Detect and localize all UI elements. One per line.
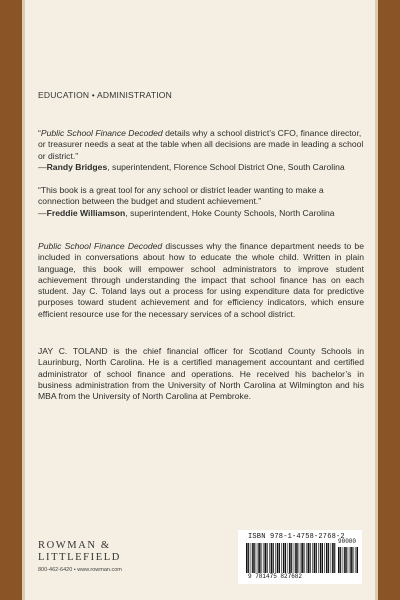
endorsement-quote: “This book is a great tool for any school or district leader wanting to make a connection between the budget and student achievement.” —Freddie Williamson, superintendent, Hoke County Schools, North Carolina [38,185,364,219]
left-border-stripe [22,0,25,600]
barcode-bars-main [246,543,336,573]
book-title: Public School Finance Decoded [40,128,163,138]
barcode-bars-addon [338,547,358,573]
quote-attribution: —Freddie Williamson, superintendent, Hoke County Schools, North Carolina [38,207,335,218]
barcode-digits: 9 781475 827682 [248,573,303,580]
endorser-name: Randy Bridges [46,161,108,172]
book-description: Public School Finance Decoded discusses why the finance department needs to be included in conversations about how to educate the whole child. Written in plain language, this book will empower school administrators to improve student achievement through understanding the impact that school finance has on each student. Jay C. Toland lays out a process for using expenditure data for predictive purposes toward student achievement and for efficiency indicators, which ensure efficient resource use for the necessary services of a school district. [38,241,364,319]
quote-attribution: —Randy Bridges, superintendent, Florence School District One, South Carolina [38,161,345,172]
left-border-band [0,0,22,600]
category-label: EDUCATION • ADMINISTRATION [38,90,172,100]
right-border-band [378,0,400,600]
price-code: 90000 [338,538,357,545]
publisher-contact: 800-462-6420 • www.rowman.com [38,567,122,573]
isbn-text: ISBN 978-1-4758-2768-2 [248,533,345,541]
author-bio: JAY C. TOLAND is the chief financial officer for Scotland County Schools in Laurinburg, North Carolina. He is a certified management accountant and certified administrator of school finance and operations. He received his bachelor’s in business administration from the University of North Carolina at Wilmington and his MBA from the University of North Carolina at Pembroke. [38,346,364,402]
isbn-barcode [238,530,362,584]
book-title: Public School Finance Decoded [38,241,163,251]
endorsement-quote: “Public School Finance Decoded details why a school district’s CFO, finance director, or treasurer needs a seat at the table when all decisions are made in leading a school or district.” —Randy Bridges, superintendent, Florence School District One, South Carolina [38,128,364,172]
endorser-name: Freddie Williamson [46,207,126,218]
publisher-logo: ROWMAN & LITTLEFIELD 800-462-6420 • www.rowman.com [38,540,122,573]
back-cover-content [38,0,364,600]
right-border-stripe [375,0,378,600]
